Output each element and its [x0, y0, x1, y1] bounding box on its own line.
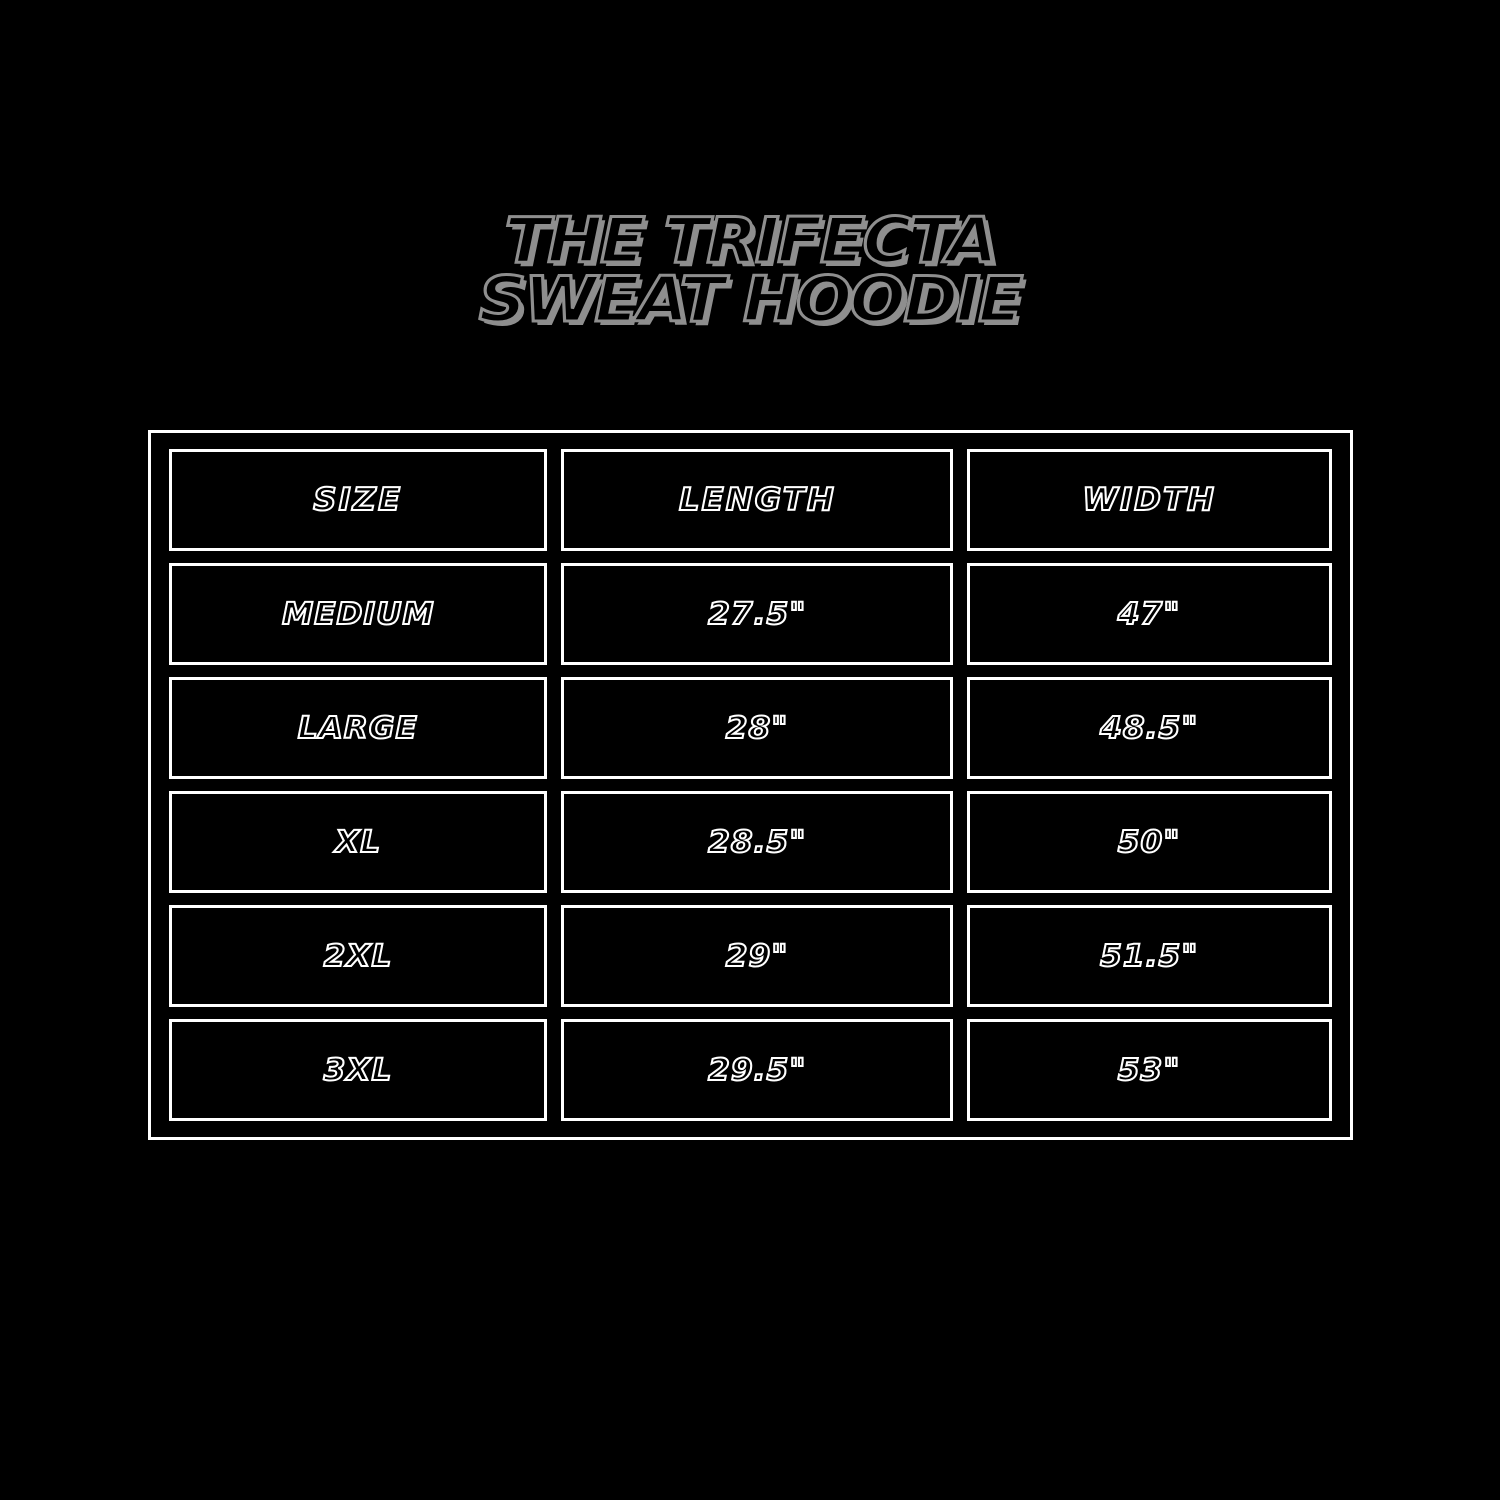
cell-length-value: 27.5" — [707, 596, 807, 632]
cell-width-value: 48.5" — [1100, 710, 1199, 746]
table-row — [169, 677, 1332, 779]
cell-width — [967, 563, 1332, 665]
table-row — [169, 791, 1332, 893]
cell-width — [967, 791, 1332, 893]
cell-size-value: 2XL — [323, 938, 393, 974]
table-header-length-label: LENGTH — [678, 482, 836, 518]
cell-width — [967, 905, 1332, 1007]
cell-length — [561, 791, 953, 893]
page-title — [0, 204, 1500, 336]
table-header-size — [169, 449, 547, 551]
cell-size — [169, 905, 547, 1007]
cell-length — [561, 563, 953, 665]
table-row — [169, 905, 1332, 1007]
table-row — [169, 563, 1332, 665]
table-header-size-label: SIZE — [313, 482, 403, 518]
title-line-2: SWEAT HOODIE — [478, 262, 1022, 336]
cell-length — [561, 677, 953, 779]
cell-width — [967, 677, 1332, 779]
cell-length-value: 28.5" — [707, 824, 807, 860]
cell-length-value: 29" — [725, 938, 789, 974]
cell-size-value: XL — [334, 824, 382, 860]
table-row — [169, 1019, 1332, 1121]
cell-length-value: 29.5" — [707, 1052, 807, 1088]
cell-length — [561, 1019, 953, 1121]
cell-size-value: MEDIUM — [281, 596, 435, 632]
cell-size — [169, 563, 547, 665]
table-header-row — [169, 449, 1332, 551]
cell-width-value: 50" — [1118, 824, 1181, 860]
cell-size — [169, 1019, 547, 1121]
size-chart-table — [148, 430, 1353, 1140]
cell-length-value: 28" — [725, 710, 789, 746]
cell-size-value: LARGE — [297, 710, 419, 746]
cell-size — [169, 677, 547, 779]
cell-length — [561, 905, 953, 1007]
cell-width-value: 51.5" — [1100, 938, 1199, 974]
table-header-length — [561, 449, 953, 551]
cell-size-value: 3XL — [323, 1052, 393, 1088]
table-header-width-label: WIDTH — [1082, 482, 1217, 518]
cell-width-value: 47" — [1118, 596, 1181, 632]
cell-width-value: 53" — [1118, 1052, 1181, 1088]
title-line-1: THE TRIFECTA — [504, 204, 996, 277]
cell-size — [169, 791, 547, 893]
table-header-width — [967, 449, 1332, 551]
cell-width — [967, 1019, 1332, 1121]
